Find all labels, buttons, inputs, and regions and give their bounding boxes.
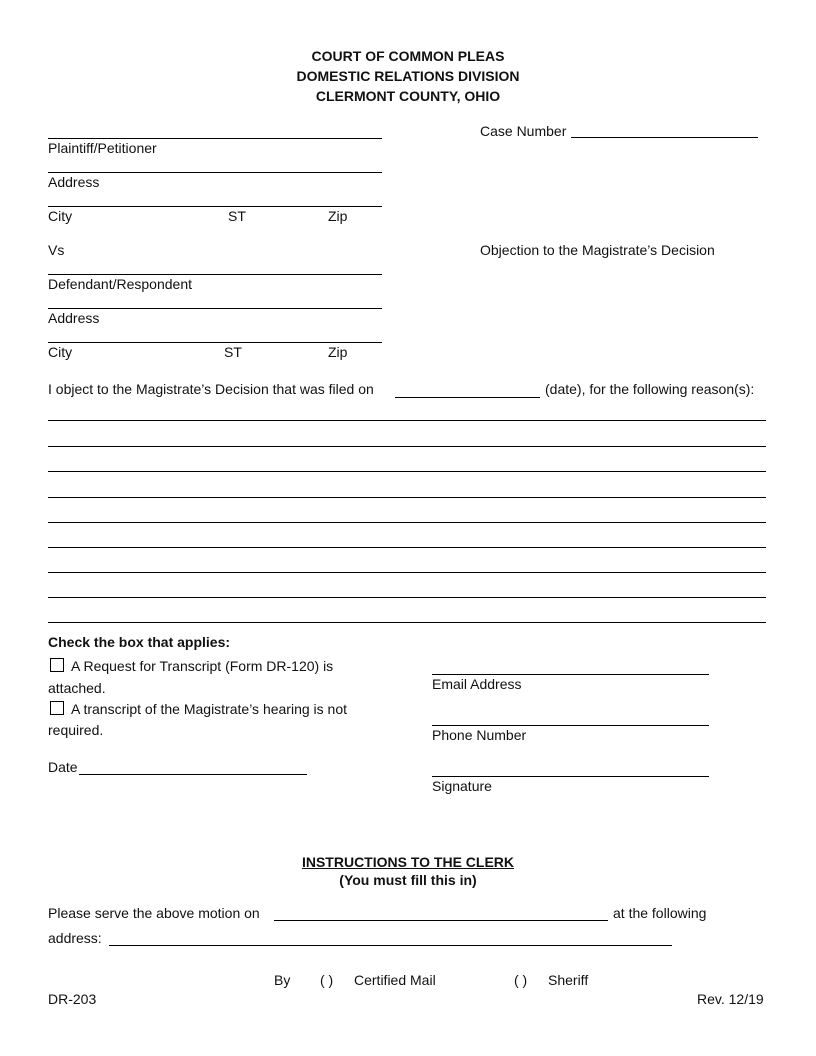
division-name: DOMESTIC RELATIONS DIVISION <box>296 68 520 84</box>
defendant-name-line[interactable] <box>48 274 382 275</box>
reason-line[interactable] <box>48 572 766 573</box>
plaintiff-zip-label: Zip <box>328 208 348 224</box>
case-number-label: Case Number <box>480 123 567 139</box>
sheriff-checkbox[interactable]: ( ) <box>514 972 528 988</box>
plaintiff-address-line[interactable] <box>48 172 382 173</box>
reason-line[interactable] <box>48 522 766 523</box>
defendant-city-label: City <box>48 344 73 360</box>
transcript-request-checkbox[interactable] <box>50 658 64 672</box>
transcript-not-required-option[interactable] <box>50 701 347 717</box>
plaintiff-name-line[interactable] <box>48 138 382 139</box>
instructions-title: INSTRUCTIONS TO THE CLERK <box>301 854 515 870</box>
court-name: COURT OF COMMON PLEAS <box>311 48 505 64</box>
reason-line[interactable] <box>48 446 766 447</box>
form-title: Objection to the Magistrate’s Decision <box>480 242 715 258</box>
plaintiff-label: Plaintiff/Petitioner <box>48 140 157 156</box>
plaintiff-city-line[interactable] <box>48 206 382 207</box>
objection-text-tail: (date), for the following reason(s): <box>545 381 755 397</box>
signature-field[interactable] <box>432 776 709 777</box>
plaintiff-st-label: ST <box>228 208 246 224</box>
certified-mail-checkbox[interactable]: ( ) <box>320 972 334 988</box>
phone-field[interactable] <box>432 725 709 726</box>
reason-line[interactable] <box>48 547 766 548</box>
phone-label: Phone Number <box>432 727 527 743</box>
by-label: By <box>274 972 291 988</box>
revision-label: Rev. 12/19 <box>697 991 764 1007</box>
defendant-st-label: ST <box>224 344 242 360</box>
date-label: Date <box>48 759 78 775</box>
transcript-request-option[interactable] <box>50 658 333 674</box>
defendant-address-line[interactable] <box>48 308 382 309</box>
defendant-zip-label: Zip <box>328 344 348 360</box>
county-name: CLERMONT COUNTY, OHIO <box>315 88 501 104</box>
email-label: Email Address <box>432 676 522 692</box>
certified-mail-label: Certified Mail <box>354 972 436 988</box>
plaintiff-city-label: City <box>48 208 73 224</box>
defendant-city-line[interactable] <box>48 342 382 343</box>
option2-text-cont: required. <box>48 722 104 738</box>
objection-text: I object to the Magistrate’s Decision that was filed on <box>48 381 374 397</box>
serve-text: Please serve the above motion on <box>48 905 260 921</box>
sheriff-label: Sheriff <box>548 972 589 988</box>
plaintiff-address-label: Address <box>48 174 100 190</box>
checkbox-heading: Check the box that applies: <box>48 634 231 650</box>
transcript-not-required-checkbox[interactable] <box>50 701 64 715</box>
option1-text: A Request for Transcript (Form DR-120) is <box>71 658 334 674</box>
serve-address-field[interactable] <box>109 945 672 946</box>
signature-label: Signature <box>432 778 492 794</box>
form-id: DR-203 <box>48 991 97 1007</box>
vs-label: Vs <box>48 242 65 258</box>
serve-party-field[interactable] <box>274 920 608 921</box>
serve-text-tail: at the following <box>613 905 707 921</box>
option2-text: A transcript of the Magistrate’s hearing is not <box>71 701 347 717</box>
reason-line[interactable] <box>48 622 766 623</box>
defendant-address-label: Address <box>48 310 100 326</box>
date-field[interactable] <box>79 774 307 775</box>
serve-address-label: address: <box>48 930 102 946</box>
defendant-label: Defendant/Respondent <box>48 276 192 292</box>
instructions-subtitle: (You must fill this in) <box>339 872 477 888</box>
option1-text-cont: attached. <box>48 680 106 696</box>
email-field[interactable] <box>432 674 709 675</box>
reason-line[interactable] <box>48 420 766 421</box>
reason-line[interactable] <box>48 471 766 472</box>
case-number-field[interactable] <box>571 137 758 138</box>
reason-line[interactable] <box>48 597 766 598</box>
reason-line[interactable] <box>48 497 766 498</box>
objection-date-field[interactable] <box>395 397 540 398</box>
